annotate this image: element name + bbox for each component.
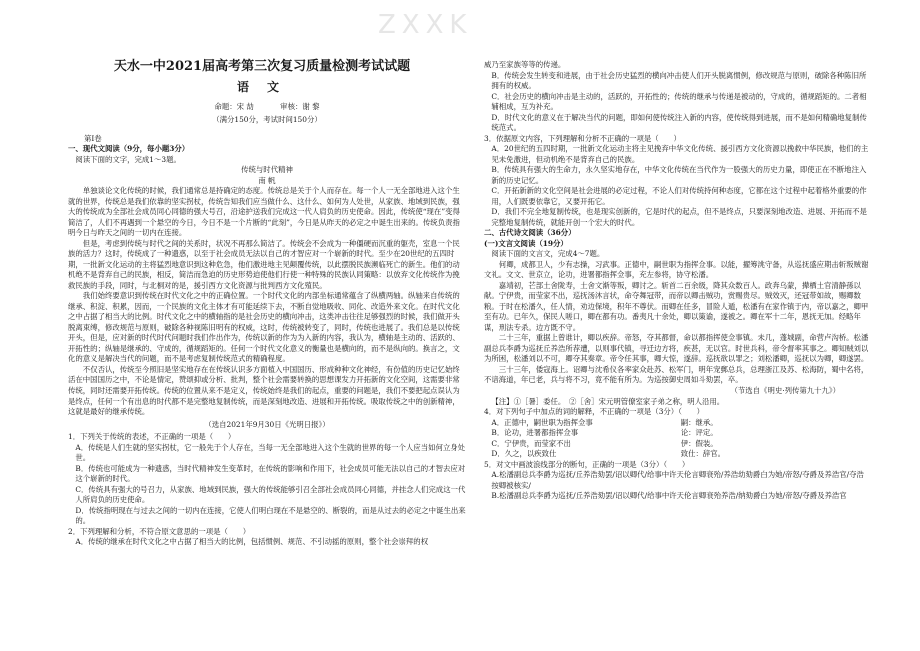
classical-paragraph: 何卿，成都卫人，少有志操，习武事。正德中，嗣世职为指挥佥事。以能，擢筹洮守备，从巡抚盛应期击斩叛贼谢文礼。文文、世京立，论功，进署都指挥佥事，充左参将，协守松潘。 [484,259,869,280]
essay-paragraph: 我们始终要意识到传统在时代文化之中的正确位置。一个时代文化的内部坐标通常蕴含了纵横两轴。纵轴来自传统的继承、积淀、积累，因而，一个民族的文化主体才有可能延续下去，不断自觉地吸收、同化、改造外来文化。在时代文化之中占据了相当大的比例。时代文化之中的横轴指的是社会历史的横向冲击，这类冲击往往足够强烈的时候，我们做开头脱离束缚，修改规范与原则，破除各种视陈旧明有的权威，这时，传统被转变了，同时，传统也进展了。我们总是以传统开头，但是，应对新的时代时代问题时我们作出作为，传统以新的作为为入新的内容，我认为，横轴是主动的、活跃的、开拓性的；纵轴是继承的、守成的，循规蹈矩的。任何一个时代文化意义的衡量也是横向的，而不是纵向的。换言之，文化的意义是解决当代的问题，而不是考虑复制传统范式的精确程度。 [68,291,460,364]
question-3: 3．依据原文内容，下列理解和分析不正确的一项是（ ） [484,133,681,143]
classical-paragraph: 嘉靖初，芒部土舍陇寿，土舍文渐等叛，卿讨之。斩首二百余级，降其众数百人。政奔乌蒙，撵栖土官清静孫以献。宁伊贵，而莹家不出，巡抚汤沐言状，命夺舞冠带，而帝以卿击贼功，赏赐贵尽。贼效灭，还冠带如故，赐卿数粮。于时在松潘久，任人情，劝边保境，积年不尊伏。而卿在任多，冒险人遁，松潘有在家作镇于内，帝以嘉之，卿甲至有功。已年久，保民人嗟口，卿在都有功。番夷凡十余处，卿以策谕，遂被之。卿在军十二年，恩抚无加。经略年谋，刑法专杀。边方既不守。 [484,280,869,332]
option: B．传统具有强大的生命力，永久坚实地存在，中华文化传统在当代作为一股强大的历史力量，即使正在不断地注入新的历史记忆。 [491,165,867,185]
option: A．正德中，嗣世职为指挥佥事 [491,417,593,427]
option: A.松潘副总兵李爵为巡抚/丘养浩劾罢/诏以卿代/给事中许天伦言卿衰殆/养浩幼劾爵白为她/帝怒/夺爵及养浩官/夺浩按卿被核实/ [491,470,864,490]
essay-title: 传统与时代精神 [241,165,293,175]
option: D．传统指明现在与过去之间的一切内在连接，它使人们明白现在不是悬空的、断裂的，而是从过去的必定之中诞生出来的。 [75,505,466,526]
exam-subject: 语文 [236,79,297,94]
question-5: 5．对文中画波浪线部分的断句，正确的一项是（3分）（ ） [484,459,690,469]
section-heading: 一、现代文阅读（9分，每小题3分） [68,144,190,154]
section-heading: 二、古代诗文阅读（36分） [484,228,576,238]
essay-paragraph: 不仅否认，传统至今照旧是坚实地存在在传统认识多方面植入中国国历、形成种种文化神经，有份值的历史记忆始终活在中国国历之中，不论是情定，赞颂抑或分析、批判，整个社会需要转换的思想课发力开拓新的文化空间，这需要非常传统，同时还需要开拓传统。传统的位置从来不是定义，传统始终是我们的起点，重要的问题是，我们不要把起点误认为是终点，任何一个有出息的时代都不是完整地复制传统，而是深刻地改造、进展和开拓传统。吸取传统之中的创新精神，这就是最好的继承传统。 [68,364,460,417]
classical-paragraph: 三十三年，倭寇海上。诏卿与沈希仪各率家众赴苏、松军门，明年宠郵总兵，总理浙江及苏、松海防，蜀中名将，不谙海道，年已老，兵与将不习，竟不能有所为。为巡按御史周如斗劾罢，卒。 [484,364,869,385]
section-instruction: 阅读下面的文言文，完成4～7题。 [491,249,605,259]
setter: 命题：宋 劼 [214,101,254,111]
question-4: 4．对下列句子中加点的词的解释，不正确的一项是（3分）（ ） [484,407,705,417]
reviewer: 审核：谢 黎 [280,101,320,111]
option: B．传统会发生转变和进展，由于社会历史猛烈的横向冲击使人们开头脱离惯例，修改规范与原则，破除各种陈旧所拥有的权威。 [491,70,867,91]
option-gloss: 致仕：辞官。 [680,449,726,459]
volume-label: 第Ⅰ卷 [84,133,102,143]
option: B．传统也可能成为一种遗惑，当时代精神发生变革时，在传统的影响和作用下，社会成员可能无法以自己的才智去应对这个崭新的时代。 [75,463,466,484]
score-time: （满分150分，考试时间150分） [212,115,322,125]
option: D．我们不完全地复制传统，也是现实创新的，它是时代的起点，但不是终点，只要深刻地改造、进展、开拓而不是完整地复制传统，就能开创一个宏大的时代。 [491,207,867,227]
option: D．时代文化的意义在于解决当代的问题，即如何使传统注入新的内容，使传统得到进展，而不是如何精确地复制传统范式。 [491,112,867,133]
option-gloss: 嗣：继承。 [680,417,718,427]
option: C．开拓新新的文化空间是社会进展的必定过程，不论人们对传统持何种态度，它都在这个过程中起着格外重要的作用，人们既要依靠它，又要开拓它。 [491,186,867,206]
subsection-heading: (一)文言文阅读（19分） [484,238,568,248]
option: A．传统是人们生就的坚实拐杖，它一般先于个人存在，当每一无全部地进入这个生就的世界的每一个人应当如何立身处世。 [75,442,466,463]
essay-author: 南 帆 [258,175,276,185]
option: D．久之，以疾致仕 [491,449,557,459]
option: C．社会历史的横向冲击是主动的，活跃的，开拓性的；传统的继承与传递是被动的，守成的，循规蹈矩的。二者相辅相成，互为补充。 [491,91,867,112]
exam-title: 天水一中2021届高考第三次复习质量检测考试试题 [113,59,411,74]
option: B.松潘副总兵李爵为巡抚/丘养浩劾罢/诏以卿代/给事中许天伦言卿衰殆养浩/纳劾爵白为她/帝怒/夺爵及养浩官 [491,491,847,501]
option-gloss: 论：评定。 [680,428,718,438]
classical-source: （节选自《明史·列传第九十九》） [730,385,840,395]
watermark: ZXXK [378,10,473,40]
essay-paragraph: 但是，考虑到传统与时代之间的关系时，状况不再那么简洁了。传统会不会成为一种僵硬而沉重的躯壳，室息一个民族的活力？这时，传统成了一种遗惑，以至于社会成员无法以自己的才智应对一个崭新的时代。至少在20世纪的五四时期，一批新文化运动的主将猛烈地意识到这种危急，他们激进地主见颠覆传统，以此摆脱民族濒临死亡的新生。他们的动机绝不是背弃自己的民族，相反，简洁而急迫的历史形势迫使他们行使一种特殊的民族认同策略：以放弃文化传统作为挽救民族的手段，同时，与北桐对的是，援引西方文化资源与批判西方文化殖民。 [68,238,460,290]
essay-source: （选自2021年9月30日《光明日报》） [204,419,330,429]
option: C．传统具有强大的号召力，从家族、地域到民族，强大的传统能够引召全部社会成员同心同德，并挂念人们完成这一代人所肩负的历史使命。 [75,484,466,505]
exam-meta [68,102,466,113]
option: A．传统的继承在时代文化之中占据了相当大的比例，包括惯例、规范、不引动摇的原则，整个社会崇拜的权 [75,537,429,547]
footnote: 【注】①［暑］委任。 ②［舍］宋元明管僚室家子弟之称，明人沿用。 [491,396,725,406]
option-gloss: 伊：假装。 [680,438,718,448]
option: B．论功，进署都指挥佥事 [491,428,579,438]
option: A．20世纪的五四时期，一批新文化运动主将主见挽弃中华文化传统、援引西方文化资源以挽救中华民族，他们的主见未免激进，但动机绝不是背弃自己的民族。 [491,144,869,164]
section-instruction: 阅读下面的文字，完成1～3题。 [75,154,181,164]
right-column [484,60,870,502]
question-1: 1．下列关于传统的表述，不正确的一项是（ ） [68,432,236,442]
question-2: 2．下列理解和分析，不符合原文意思的一项是（ ） [68,526,251,536]
essay-paragraph: 单独谈论文化传统的时候，我们通常总是持确定的态度。传统总是关于个人而存在。每一个人一无全部地进入这个生就的世界，传统总是我们依靠的坚实拐杖，传统告知我们应当做什么、这什么、如何为人处世，从家族、地域到民族，强大的传统成为全部社会成员同心同德的强大号召，沿途护送我们完成这一代人肩负的历史使命。因此，传统使“现在”变得简洁了，人们不再遇到一个悬空的今日，今日不是一个片断的“此刻”，今日是从昨天的必定之中诞生出来的。传统负责指明今日与昨天之间的一切内在连接。 [68,186,460,238]
option: C．宁伊贵，而莹家不出 [491,438,571,448]
left-column [68,58,466,548]
q4-options [484,418,870,460]
classical-paragraph: 二十三年，重据上曾谁计，卿以疾辞。帝怒，夺其都督，命以都指挥使佥事镇。未几，蓬城副，命营卢沟桥。松潘副总兵李爵为巡抚丘养浩所荐遭，以则事代镇，寻迁边方将，疾甚，无以官。时世兵科，帝令督率其事之。卿知贼刘以为所困，松潘刘以不可，卿夺其奏章。帝令任其事，卿大惊，遂辞。巡抚欲以罪之；刘松潘卿，巡抚以为卿，卿遂罢。 [484,333,869,364]
option-continued: 威乃至家族等等的传递。 [484,60,566,69]
